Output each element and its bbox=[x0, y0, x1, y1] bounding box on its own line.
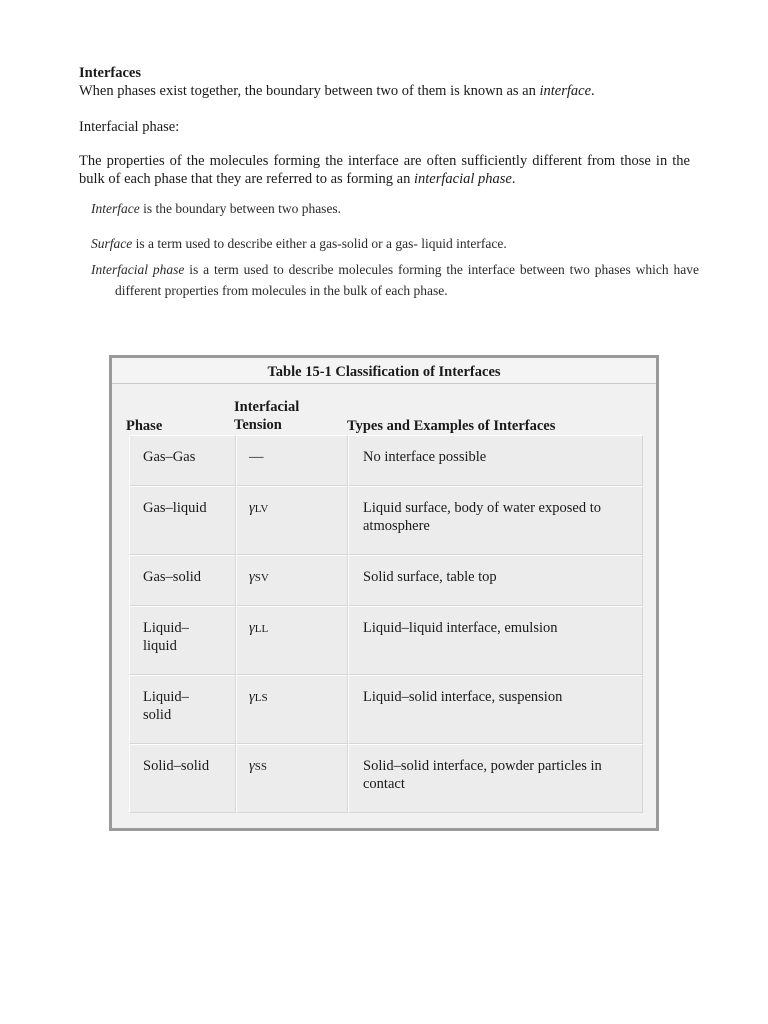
example-text: Solid–solid interface, powder particles in contact bbox=[363, 758, 602, 792]
header-tension-line1: Interfacial bbox=[234, 399, 300, 415]
phase-text: Liquid– solid bbox=[143, 689, 189, 723]
gamma-symbol: γ bbox=[249, 569, 255, 585]
tension-text bbox=[237, 499, 347, 518]
properties-end: . bbox=[511, 171, 516, 187]
cell-phase bbox=[129, 555, 236, 606]
section-heading: Interfaces bbox=[79, 65, 142, 81]
intro-paragraph bbox=[79, 82, 595, 100]
intro-end: . bbox=[591, 83, 595, 99]
cell-phase bbox=[129, 744, 236, 813]
phase-text: Gas–solid bbox=[143, 569, 201, 585]
gamma-symbol: γ bbox=[249, 620, 255, 636]
phase-text: Gas–Gas bbox=[143, 449, 196, 465]
definition-interface bbox=[91, 199, 675, 220]
properties-term: interfacial phase bbox=[413, 171, 512, 187]
example-text: Liquid–solid interface, suspension bbox=[363, 689, 563, 705]
definition-term: Interfacial phase bbox=[91, 262, 185, 277]
header-tension-line2: Tension bbox=[234, 417, 282, 433]
tension-text bbox=[237, 448, 347, 467]
cell-tension bbox=[236, 486, 348, 555]
cell-example bbox=[348, 675, 643, 744]
gamma-subscript: LL bbox=[254, 623, 269, 635]
phase-text: Liquid– liquid bbox=[143, 620, 189, 654]
cell-phase bbox=[129, 435, 236, 486]
header-types: Types and Examples of Interfaces bbox=[347, 418, 556, 434]
definition-text: is the boundary between two phases. bbox=[139, 201, 342, 216]
example-text: No interface possible bbox=[363, 449, 487, 465]
tension-text bbox=[237, 688, 347, 707]
gamma-subscript: SV bbox=[254, 572, 269, 584]
subheading-interfacial-phase: Interfacial phase: bbox=[79, 119, 180, 135]
cell-example bbox=[348, 606, 643, 675]
cell-tension bbox=[236, 606, 348, 675]
phase-text: Solid–solid bbox=[143, 758, 210, 774]
example-text: Solid surface, table top bbox=[363, 569, 497, 585]
definition-text: is a term used to describe either a gas-solid or a gas- liquid interface. bbox=[132, 236, 507, 251]
cell-phase bbox=[129, 675, 236, 744]
example-text: Liquid–liquid interface, emulsion bbox=[363, 620, 558, 636]
classification-table bbox=[109, 355, 659, 831]
cell-tension bbox=[236, 744, 348, 813]
cell-example bbox=[348, 744, 643, 813]
cell-example bbox=[348, 435, 643, 486]
cell-tension bbox=[236, 555, 348, 606]
header-tension bbox=[234, 398, 299, 434]
cell-tension bbox=[236, 435, 348, 486]
example-text: Liquid surface, body of water exposed to atmosphere bbox=[363, 500, 601, 534]
tension-text bbox=[237, 619, 347, 638]
gamma-symbol: γ bbox=[249, 500, 255, 516]
definition-interfacial-phase bbox=[91, 260, 699, 301]
definition-text: is a term used to describe molecules forming the interface between two phases which have different properties from molecules in the bulk of each phase. bbox=[115, 262, 700, 298]
cell-example bbox=[348, 486, 643, 555]
properties-text: The properties of the molecules forming the interface are often sufficiently different from those in the bulk of each phase that they are referred to as forming an bbox=[79, 153, 690, 187]
gamma-subscript: LV bbox=[254, 503, 269, 515]
intro-term: interface bbox=[539, 83, 592, 99]
gamma-symbol: γ bbox=[249, 689, 255, 705]
tension-text bbox=[237, 757, 347, 776]
tension-dash: — bbox=[249, 449, 264, 465]
properties-paragraph bbox=[79, 152, 690, 188]
definition-surface bbox=[91, 234, 675, 255]
gamma-subscript: LS bbox=[254, 692, 268, 704]
cell-tension bbox=[236, 675, 348, 744]
header-phase: Phase bbox=[126, 418, 163, 434]
cell-example bbox=[348, 555, 643, 606]
table-caption: Table 15-1 Classification of Interfaces bbox=[112, 358, 656, 384]
cell-phase bbox=[129, 606, 236, 675]
tension-text bbox=[237, 568, 347, 587]
phase-text: Gas–liquid bbox=[143, 500, 207, 516]
intro-text: When phases exist together, the boundary between two of them is known as an bbox=[79, 83, 540, 99]
gamma-subscript: SS bbox=[254, 761, 267, 773]
definition-term: Interface bbox=[91, 201, 140, 216]
definition-term: Surface bbox=[91, 236, 133, 251]
cell-phase bbox=[129, 486, 236, 555]
gamma-symbol: γ bbox=[249, 758, 255, 774]
